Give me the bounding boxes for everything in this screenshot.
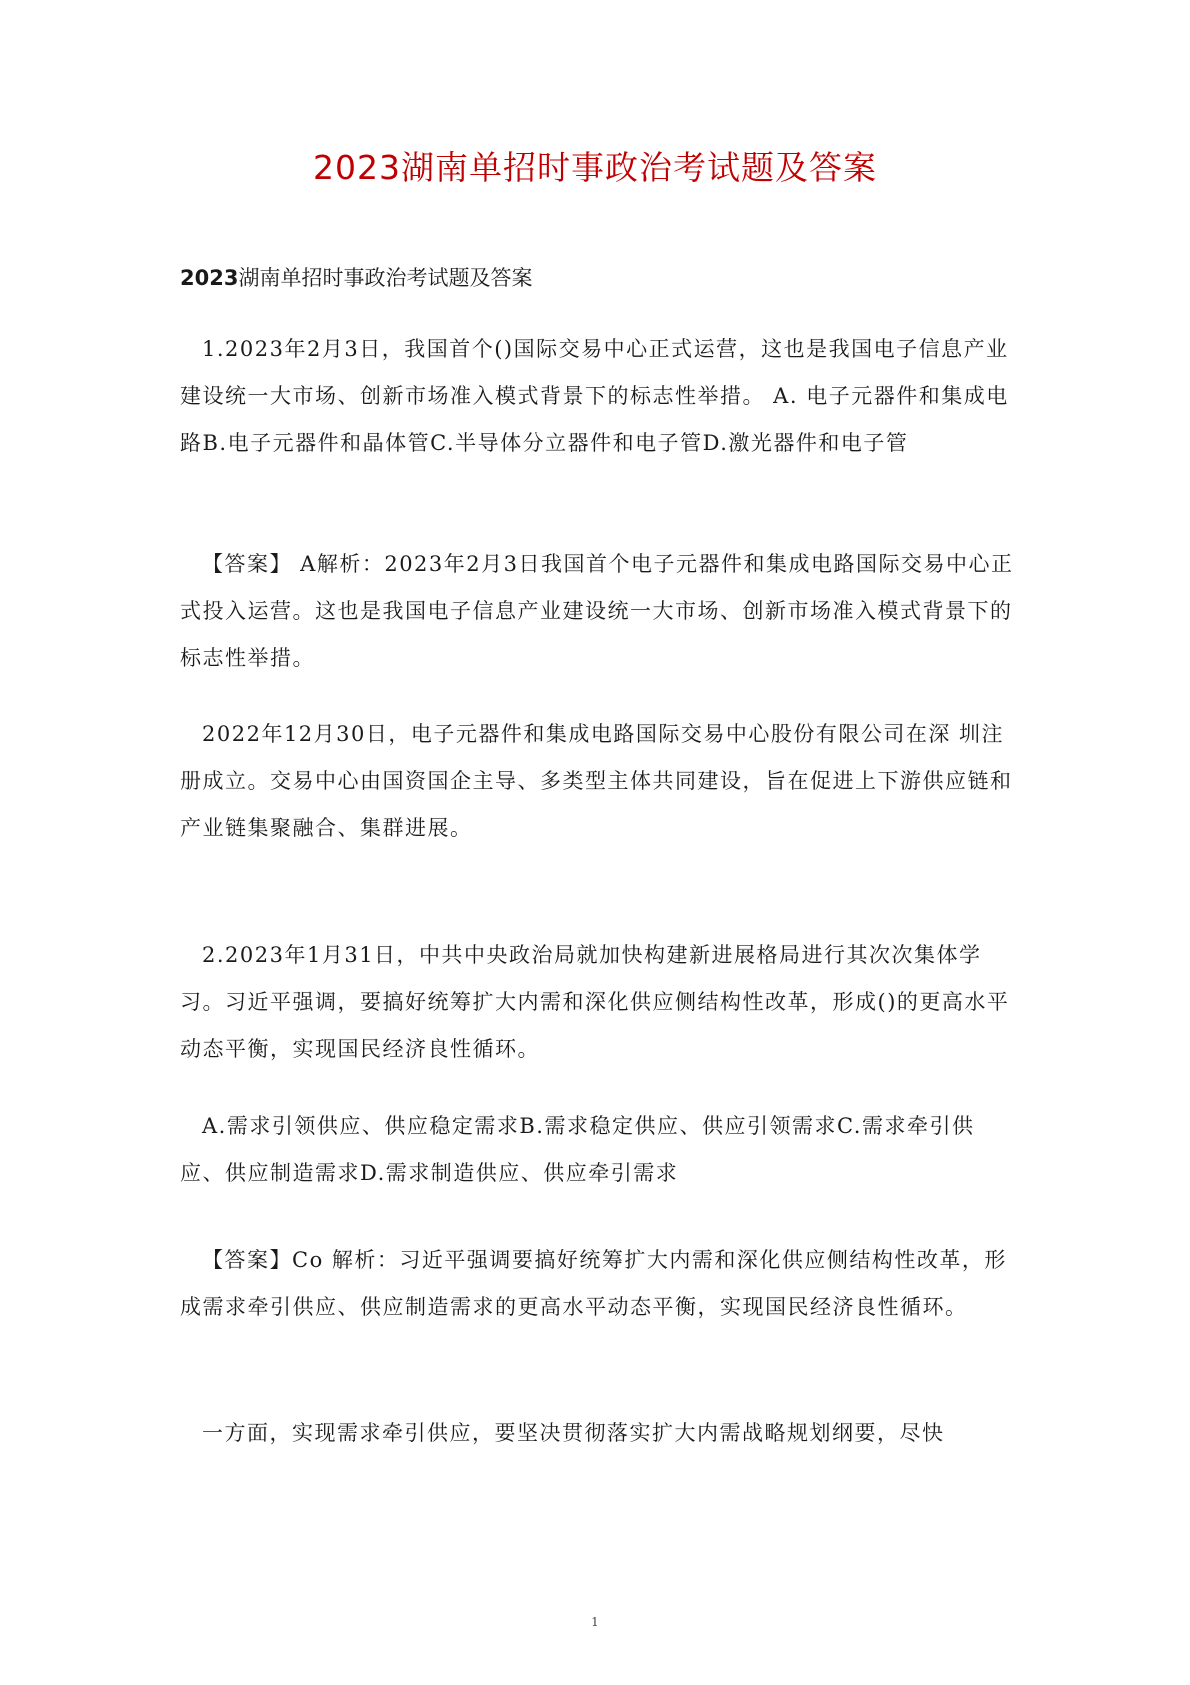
background-paragraph [180,711,1018,852]
document-title: 2023湖南单招时事政治考试题及答案 [313,148,877,187]
document-subtitle [180,262,532,292]
question-1-paragraph [180,326,1018,467]
question-1-text: 1.2023年2月3日，我国首个()国际交易中心正式运营，这也是我国电子信息产业建设统一大市场、创新市场准入模式背景下的标志性举措。 A. 电子元器件和集成电路B.电子元器件和晶体管C.半导体分立器件和电子管D.激光器件和电子管 [180,337,1009,455]
question-2-paragraph [180,932,1018,1073]
continuation-text: 一方面，实现需求牵引供应，要坚决贯彻落实扩大内需战略规划纲要，尽快 [202,1421,945,1445]
answer-1-text: 【答案】 A解析：2023年2月3日我国首个电子元器件和集成电路国际交易中心正式投入运营。这也是我国电子信息产业建设统一大市场、创新市场准入模式背景下的标志性举措。 [180,552,1014,670]
page-number: 1 [591,1615,599,1629]
subtitle-text: 湖南单招时事政治考试题及答案 [238,266,533,290]
answer-1-paragraph [180,541,1018,682]
options-2-text: A.需求引领供应、供应稳定需求B.需求稳定供应、供应引领需求C.需求牵引供应、供应制造需求D.需求制造供应、供应牵引需求 [180,1114,975,1185]
subtitle-year: 2023 [180,266,239,290]
answer-2-paragraph [180,1237,1018,1331]
answer-2-text: 【答案】Co 解析：习近平强调要搞好统筹扩大内需和深化供应侧结构性改革，形成需求牵引供应、供应制造需求的更高水平动态平衡，实现国民经济良性循环。 [180,1248,1007,1319]
options-2-paragraph [180,1103,1018,1197]
continuation-paragraph [180,1410,1018,1457]
background-text: 2022年12月30日，电子元器件和集成电路国际交易中心股份有限公司在深 圳注册成立。交易中心由国资国企主导、多类型主体共同建设，旨在促进上下游供应链和产业链集聚融合、集群进展。 [180,722,1013,840]
question-2-text: 2.2023年1月31日，中共中央政治局就加快构建新进展格局进行其次次集体学习。习近平强调，要搞好统筹扩大内需和深化供应侧结构性改革，形成()的更高水平动态平衡，实现国民经济良性循环。 [180,943,1010,1061]
